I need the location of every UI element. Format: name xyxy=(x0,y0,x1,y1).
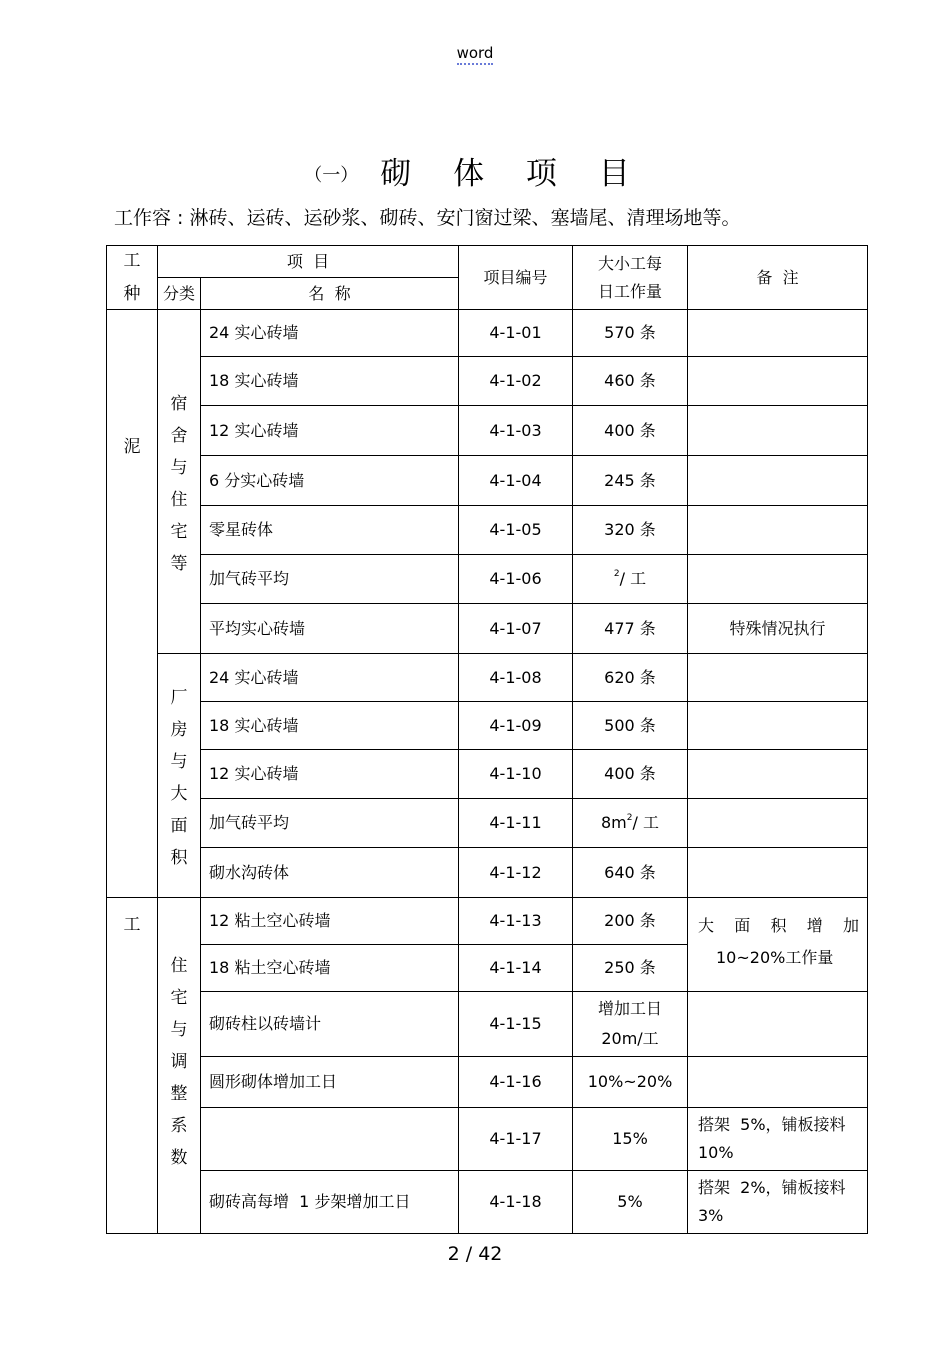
table-row xyxy=(107,310,868,357)
item-quota: 10%~20% xyxy=(573,1057,688,1108)
quota-line1: 增加工日 xyxy=(597,999,662,1019)
title-main: 砌 体 项 目 xyxy=(380,156,646,192)
item-note xyxy=(688,799,868,848)
item-note xyxy=(688,992,868,1057)
item-note xyxy=(688,357,868,406)
page-number: 2 / 42 xyxy=(447,1243,503,1265)
trade-cell-1 xyxy=(107,310,158,898)
item-quota: 640 条 xyxy=(573,848,688,898)
trade-cell-2 xyxy=(107,898,158,1234)
item-quota: 500 条 xyxy=(573,702,688,750)
item-quota: 15% xyxy=(573,1108,688,1171)
header-code: 项目编号 xyxy=(459,246,573,310)
item-code: 4-1-17 xyxy=(459,1108,573,1171)
table-row xyxy=(107,799,868,848)
table-row xyxy=(107,654,868,702)
item-quota xyxy=(573,992,688,1057)
item-note xyxy=(688,1171,868,1234)
group-char: 宿 xyxy=(170,393,188,414)
group-char: 住 xyxy=(170,489,188,510)
item-note xyxy=(688,848,868,898)
header-project: 项 目 xyxy=(158,246,459,278)
group-cell xyxy=(158,310,201,654)
item-quota: 570 条 xyxy=(573,310,688,357)
quota-sup: 2 xyxy=(613,569,620,580)
item-name: 24 实心砖墙 xyxy=(201,654,459,702)
item-name: 12 实心砖墙 xyxy=(201,406,459,456)
item-code: 4-1-07 xyxy=(459,604,573,654)
work-content: 工作容 : 淋砖、运砖、运砂浆、砌砖、安门窗过梁、塞墙尾、清理场地等。 xyxy=(114,207,741,229)
quota-table xyxy=(106,245,868,1234)
item-note xyxy=(688,406,868,456)
table-row xyxy=(107,1171,868,1234)
table-row xyxy=(107,1108,868,1171)
item-note xyxy=(688,555,868,604)
item-quota: 245 条 xyxy=(573,456,688,506)
item-quota: 460 条 xyxy=(573,357,688,406)
header-word: word xyxy=(457,44,494,65)
header-quota xyxy=(573,246,688,310)
trade-char: 工 xyxy=(123,915,141,935)
group-char: 积 xyxy=(170,847,188,868)
group-char: 大 xyxy=(170,783,188,804)
note-line2: 3% xyxy=(698,1206,724,1225)
page-header xyxy=(0,44,950,62)
item-code: 4-1-14 xyxy=(459,945,573,992)
item-name: 24 实心砖墙 xyxy=(201,310,459,357)
group-char: 与 xyxy=(170,457,188,478)
table-row xyxy=(107,1057,868,1108)
item-quota: 250 条 xyxy=(573,945,688,992)
merged-note-line2: 10~20%工作量 xyxy=(716,947,834,967)
item-code: 4-1-05 xyxy=(459,506,573,555)
item-code: 4-1-03 xyxy=(459,406,573,456)
item-code: 4-1-10 xyxy=(459,750,573,799)
item-quota: 320 条 xyxy=(573,506,688,555)
group-char: 住 xyxy=(170,956,188,976)
group-char: 等 xyxy=(170,553,188,574)
table-row xyxy=(107,506,868,555)
item-code: 4-1-15 xyxy=(459,992,573,1057)
item-note xyxy=(688,310,868,357)
note-char: 面 xyxy=(734,915,751,935)
item-quota xyxy=(573,799,688,848)
quota-text: / 工 xyxy=(632,813,659,833)
item-quota: 5% xyxy=(573,1171,688,1234)
item-note xyxy=(688,1057,868,1108)
quota-sup: 2 xyxy=(626,813,633,824)
item-name xyxy=(201,1108,459,1171)
item-code: 4-1-09 xyxy=(459,702,573,750)
item-quota: 400 条 xyxy=(573,406,688,456)
table-row xyxy=(107,750,868,799)
item-code: 4-1-08 xyxy=(459,654,573,702)
header-quota-line2: 日工作量 xyxy=(597,281,662,301)
item-code: 4-1-04 xyxy=(459,456,573,506)
group-char: 面 xyxy=(170,815,188,836)
group-char: 数 xyxy=(170,1148,188,1168)
item-name: 砌水沟砖体 xyxy=(201,848,459,898)
group-char: 舍 xyxy=(170,425,188,446)
item-code: 4-1-18 xyxy=(459,1171,573,1234)
item-code: 4-1-11 xyxy=(459,799,573,848)
item-quota: 477 条 xyxy=(573,604,688,654)
note-char: 增 xyxy=(806,915,823,935)
group-char: 调 xyxy=(170,1052,188,1072)
note-line1: 搭架 2%，铺板接料 xyxy=(698,1178,846,1198)
header-quota-line1: 大小工每 xyxy=(597,253,662,273)
item-name: 18 实心砖墙 xyxy=(201,357,459,406)
note-char: 加 xyxy=(842,915,859,935)
item-name: 12 实心砖墙 xyxy=(201,750,459,799)
item-name: 18 粘土空心砖墙 xyxy=(201,945,459,992)
quota-text: / 工 xyxy=(619,569,647,589)
table-row xyxy=(107,357,868,406)
item-name: 零星砖体 xyxy=(201,506,459,555)
item-quota: 400 条 xyxy=(573,750,688,799)
item-note xyxy=(688,702,868,750)
item-code: 4-1-06 xyxy=(459,555,573,604)
item-name: 12 粘土空心砖墙 xyxy=(201,898,459,945)
header-trade-top: 工 xyxy=(123,250,141,271)
table-row xyxy=(107,406,868,456)
quota-pre: 8m xyxy=(601,813,627,833)
item-name: 砌砖柱以砖墙计 xyxy=(201,992,459,1057)
title-prefix: （一） xyxy=(304,165,359,186)
header-trade xyxy=(107,246,158,310)
table-row xyxy=(107,604,868,654)
group-char: 宅 xyxy=(170,988,188,1008)
trade-char: 泥 xyxy=(123,437,141,457)
header-category: 分类 xyxy=(158,278,201,310)
group-char: 房 xyxy=(170,719,188,740)
item-note xyxy=(688,1108,868,1171)
item-name: 圆形砌体增加工日 xyxy=(201,1057,459,1108)
quota-line2: 20m/工 xyxy=(601,1029,659,1048)
item-name: 6 分实心砖墙 xyxy=(201,456,459,506)
item-quota: 200 条 xyxy=(573,898,688,945)
item-code: 4-1-01 xyxy=(459,310,573,357)
item-code: 4-1-13 xyxy=(459,898,573,945)
table-row xyxy=(107,555,868,604)
item-note xyxy=(688,750,868,799)
group-char: 宅 xyxy=(170,521,188,542)
item-name: 平均实心砖墙 xyxy=(201,604,459,654)
note-line2: 10% xyxy=(698,1143,734,1162)
header-remarks: 备 注 xyxy=(688,246,868,310)
item-note xyxy=(688,654,868,702)
group-cell xyxy=(158,654,201,898)
group-char: 与 xyxy=(170,751,188,772)
note-line1: 搭架 5%，铺板接料 xyxy=(698,1115,846,1135)
item-note: 特殊情况执行 xyxy=(688,604,868,654)
item-note xyxy=(688,456,868,506)
item-name: 18 实心砖墙 xyxy=(201,702,459,750)
item-code: 4-1-16 xyxy=(459,1057,573,1108)
group-char: 与 xyxy=(170,1020,188,1040)
item-name: 砌砖高每增 1 步架增加工日 xyxy=(201,1171,459,1234)
item-quota: 620 条 xyxy=(573,654,688,702)
note-char: 积 xyxy=(770,915,787,935)
group-char: 厂 xyxy=(170,687,188,708)
item-name: 加气砖平均 xyxy=(201,555,459,604)
group-char: 系 xyxy=(170,1116,188,1136)
group-cell xyxy=(158,898,201,1234)
item-name: 加气砖平均 xyxy=(201,799,459,848)
table-row xyxy=(107,992,868,1057)
table-row xyxy=(107,898,868,945)
header-name: 名 称 xyxy=(201,278,459,310)
item-quota xyxy=(573,555,688,604)
item-code: 4-1-02 xyxy=(459,357,573,406)
table-row xyxy=(107,848,868,898)
item-note xyxy=(688,506,868,555)
item-code: 4-1-12 xyxy=(459,848,573,898)
table-row xyxy=(107,456,868,506)
group-char: 整 xyxy=(170,1084,188,1104)
section-title xyxy=(0,148,950,193)
table-row xyxy=(107,702,868,750)
note-char: 大 xyxy=(698,915,715,935)
merged-note xyxy=(688,898,868,992)
header-trade-bottom: 种 xyxy=(123,283,141,304)
